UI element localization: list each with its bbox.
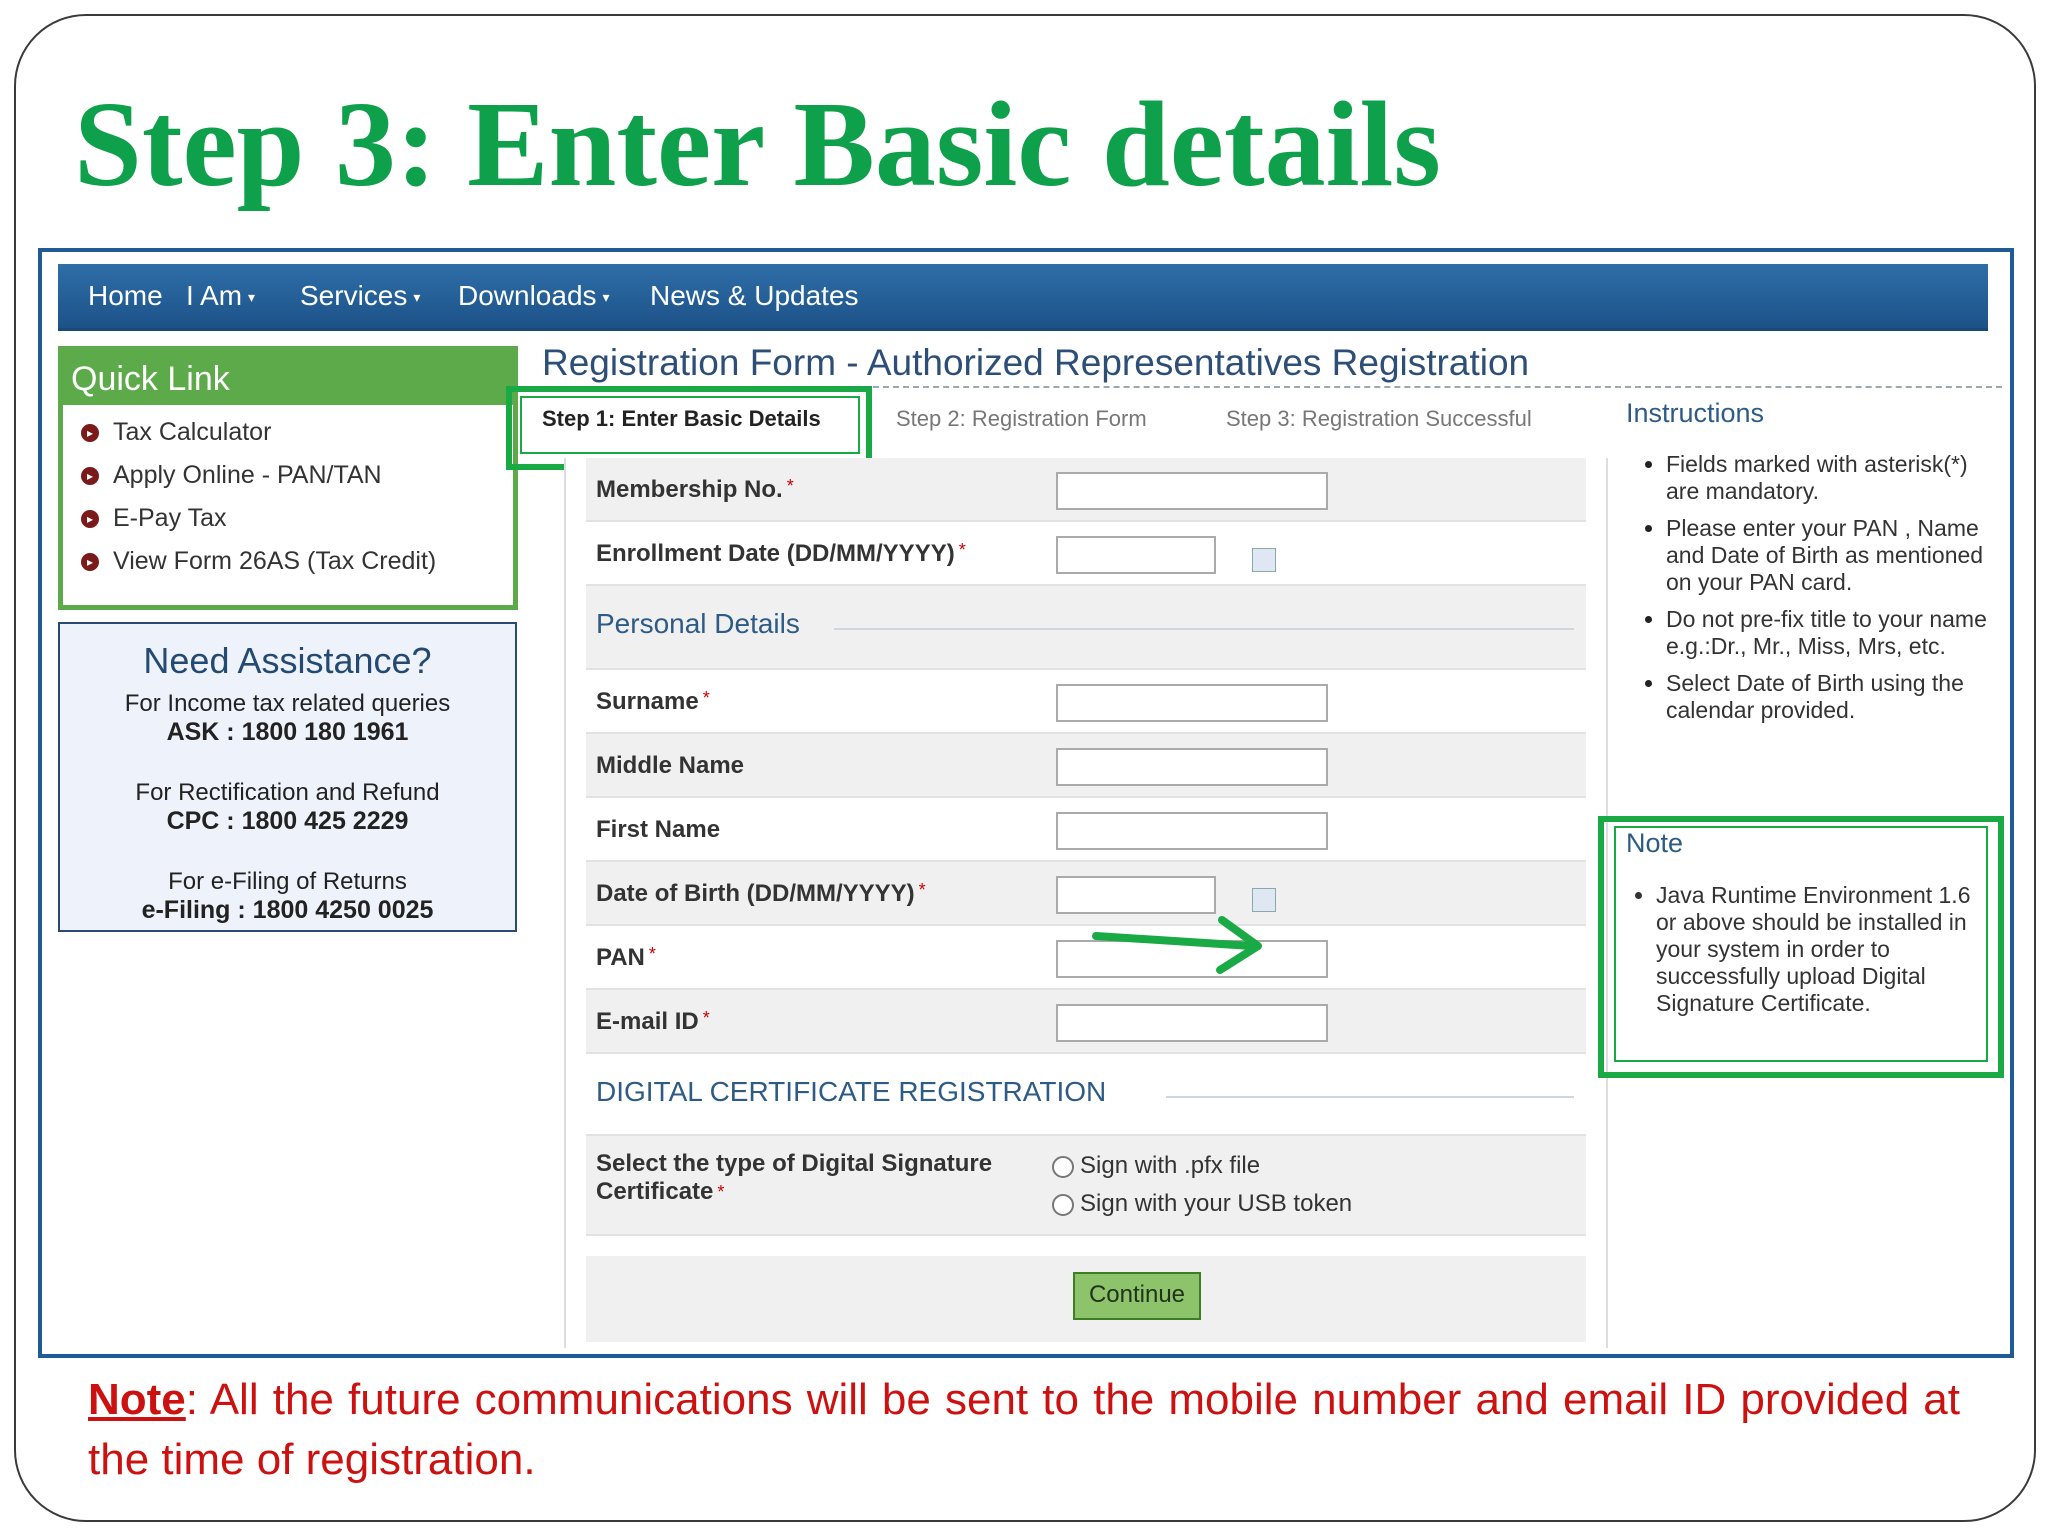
chevron-down-icon: ▾ xyxy=(413,289,421,306)
quick-link-item[interactable] xyxy=(81,540,513,583)
enrollment-label-text: Enrollment Date (DD/MM/YYYY) xyxy=(596,540,955,567)
note-title: Note xyxy=(1626,828,1684,858)
instructions-title: Instructions xyxy=(1626,398,1765,428)
form-row-surname xyxy=(586,670,1586,734)
form-row-digital-section xyxy=(586,1054,1586,1136)
arrow-bullet-icon: ▸ xyxy=(81,553,99,571)
step-2: Step 2: Registration Form xyxy=(896,406,1147,431)
form-row-enrollment xyxy=(586,522,1586,586)
instruction-item: • Fields marked with asterisk(*) are mandatory. xyxy=(1666,451,2006,505)
nav-home[interactable] xyxy=(88,280,163,312)
form-row-continue xyxy=(586,1256,1586,1342)
step-1: Step 1: Enter Basic Details xyxy=(542,406,821,431)
note-item: • Java Runtime Environment 1.6 or above should be installed in your system in order to successfully upload Digital Signature Certificate. xyxy=(1656,882,1986,1017)
chevron-down-icon: ▾ xyxy=(602,289,610,306)
instruction-item: • Select Date of Birth using the calendar provided. xyxy=(1666,670,2006,724)
form-row-dsc-type xyxy=(586,1136,1586,1236)
assistance-line: For Income tax related queries xyxy=(124,690,451,717)
nav-home-label: Home xyxy=(88,280,163,311)
step-3: Step 3: Registration Successful xyxy=(1226,406,1532,431)
form-title: Registration Form - Authorized Representatives Registration xyxy=(542,342,1530,383)
dob-input[interactable] xyxy=(1056,876,1216,914)
assistance-panel xyxy=(58,622,517,932)
personal-details-heading: Personal Details xyxy=(596,608,800,639)
required-marker: * xyxy=(648,944,656,964)
surname-label xyxy=(596,688,710,716)
step-highlight-inner xyxy=(520,396,860,454)
continue-button[interactable]: Continue xyxy=(1073,1272,1201,1320)
dsc-type-label xyxy=(596,1150,992,1206)
assistance-line: For e-Filing of Returns xyxy=(168,868,407,895)
quick-link-item[interactable] xyxy=(81,411,513,454)
email-label-text: E-mail ID xyxy=(596,1008,699,1035)
nav-services-label: Services xyxy=(300,280,408,311)
required-marker: * xyxy=(958,540,966,560)
nav-services[interactable] xyxy=(300,280,420,312)
instruction-item: • Please enter your PAN , Name and Date of Birth as mentioned on your PAN card. xyxy=(1666,515,2006,596)
section-divider xyxy=(1166,1096,1574,1098)
email-label xyxy=(596,1008,710,1036)
form-row-middle-name xyxy=(586,734,1586,798)
form-row-first-name xyxy=(586,798,1586,862)
arrow-right-icon xyxy=(1092,914,1268,974)
dob-label xyxy=(596,880,926,908)
assistance-number: ASK : 1800 180 1961 xyxy=(166,718,409,746)
quick-link-label: E-Pay Tax xyxy=(113,504,227,532)
surname-label-text: Surname xyxy=(596,688,699,715)
top-navigation xyxy=(58,264,1988,331)
nav-downloads-label: Downloads xyxy=(458,280,597,311)
assistance-number: CPC : 1800 425 2229 xyxy=(166,807,409,835)
footer-note-label: Note xyxy=(88,1375,186,1424)
form-body xyxy=(564,458,1608,1348)
instructions-panel xyxy=(1626,398,2006,734)
quick-link-item[interactable] xyxy=(81,454,513,497)
required-marker: * xyxy=(717,1182,725,1202)
form-row-pan xyxy=(586,926,1586,990)
arrow-bullet-icon: ▸ xyxy=(81,424,99,442)
section-divider xyxy=(834,628,1574,630)
dsc-label-line2: Certificate xyxy=(596,1178,714,1205)
pan-label xyxy=(596,944,656,972)
required-marker: * xyxy=(918,880,926,900)
middle-name-label: Middle Name xyxy=(596,752,745,779)
note-highlight-box xyxy=(1598,816,2004,1078)
quick-link-panel xyxy=(58,346,518,610)
footer-note xyxy=(88,1370,1960,1490)
enrollment-date-input[interactable] xyxy=(1056,536,1216,574)
email-input[interactable] xyxy=(1056,1004,1328,1042)
membership-label-text: Membership No. xyxy=(596,476,783,503)
middle-name-input[interactable] xyxy=(1056,748,1328,786)
screenshot-frame xyxy=(38,248,2014,1358)
enrollment-label xyxy=(596,540,966,568)
assistance-line: For Rectification and Refund xyxy=(135,779,440,806)
slide-title: Step 3: Enter Basic details xyxy=(74,77,1441,212)
membership-label xyxy=(596,476,794,504)
form-row-personal-section xyxy=(586,586,1586,670)
radio-pfx-option[interactable] xyxy=(1052,1152,1260,1180)
digital-certificate-heading: DIGITAL CERTIFICATE REGISTRATION xyxy=(596,1076,1107,1107)
chevron-down-icon: ▾ xyxy=(248,289,256,306)
required-marker: * xyxy=(702,688,710,708)
quick-link-item[interactable] xyxy=(81,497,513,540)
required-marker: * xyxy=(702,1008,710,1028)
arrow-bullet-icon: ▸ xyxy=(81,510,99,528)
radio-usb-option[interactable] xyxy=(1052,1190,1352,1218)
form-row-email xyxy=(586,990,1586,1054)
first-name-input[interactable] xyxy=(1056,812,1328,850)
pan-label-text: PAN xyxy=(596,944,645,971)
nav-downloads[interactable] xyxy=(458,280,610,312)
first-name-label: First Name xyxy=(596,816,721,843)
note-panel xyxy=(1614,826,1988,1062)
nav-news-label: News & Updates xyxy=(650,280,859,311)
form-row-membership xyxy=(586,458,1586,522)
required-marker: * xyxy=(786,476,794,496)
nav-news-updates[interactable] xyxy=(650,280,859,312)
calendar-icon[interactable] xyxy=(1252,548,1276,572)
membership-input[interactable] xyxy=(1056,472,1328,510)
quick-link-label: Apply Online - PAN/TAN xyxy=(113,461,382,489)
arrow-bullet-icon: ▸ xyxy=(81,467,99,485)
quick-link-label: View Form 26AS (Tax Credit) xyxy=(113,547,437,575)
dsc-label-line1: Select the type of Digital Signature xyxy=(596,1150,993,1177)
footer-note-text: : All the future communications will be sent to the mobile number and email ID provided at the time of registration. xyxy=(88,1375,1960,1484)
radio-pfx-label: Sign with .pfx file xyxy=(1080,1152,1261,1179)
form-row-dob xyxy=(586,862,1586,926)
calendar-icon[interactable] xyxy=(1252,888,1276,912)
dob-label-text: Date of Birth (DD/MM/YYYY) xyxy=(596,880,915,907)
nav-i-am-label: I Am xyxy=(186,280,243,311)
instruction-item: • Do not pre-fix title to your name e.g.:Dr., Mr., Miss, Mrs, etc. xyxy=(1666,606,2006,660)
radio-button[interactable] xyxy=(1052,1156,1074,1178)
nav-i-am[interactable] xyxy=(186,280,255,312)
assistance-number: e-Filing : 1800 4250 0025 xyxy=(141,896,434,924)
radio-usb-label: Sign with your USB token xyxy=(1080,1190,1353,1217)
quick-link-label: Tax Calculator xyxy=(113,418,272,446)
surname-input[interactable] xyxy=(1056,684,1328,722)
assistance-title: Need Assistance? xyxy=(143,640,432,681)
quick-link-title: Quick Link xyxy=(63,351,513,405)
radio-button[interactable] xyxy=(1052,1194,1074,1216)
